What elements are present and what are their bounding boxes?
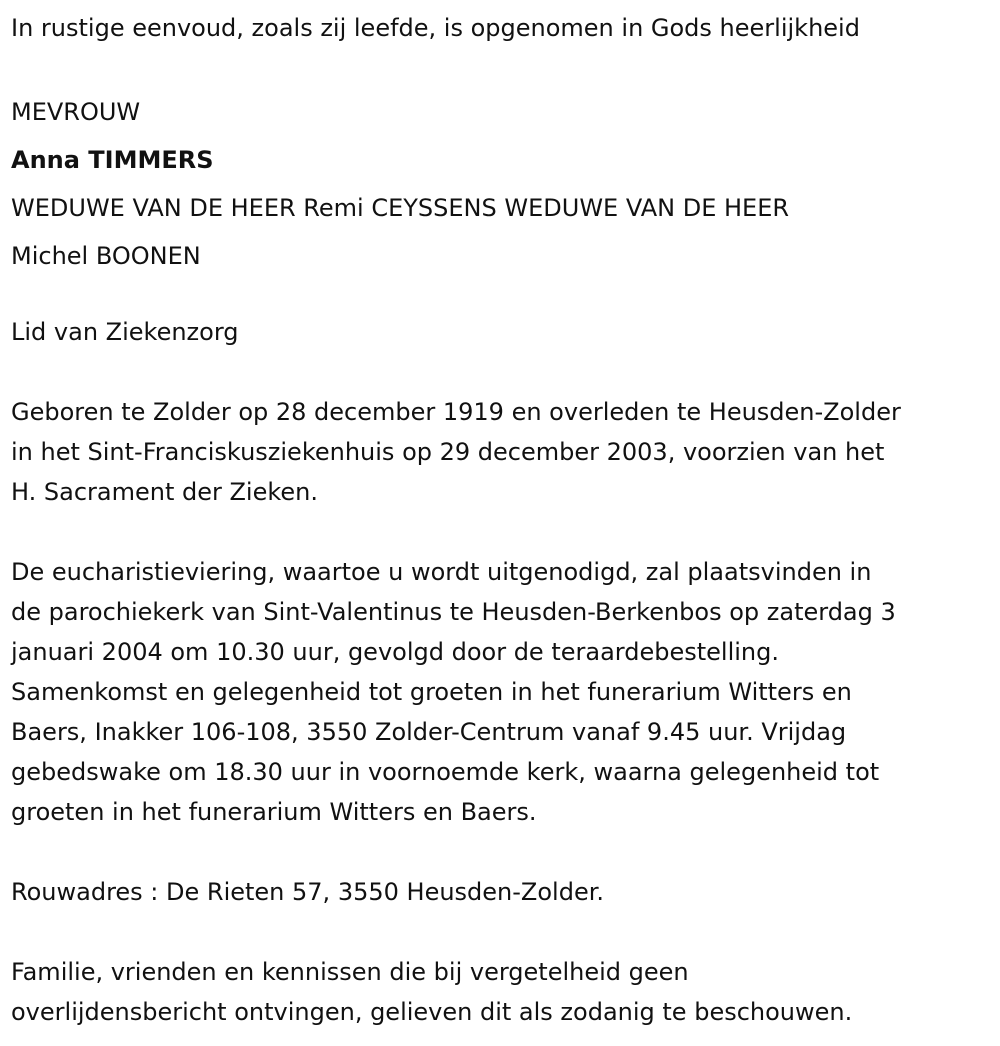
closing-paragraph bbox=[11, 952, 991, 1032]
spacer bbox=[11, 512, 991, 552]
paragraph-line: overlijdensbericht ontvingen, gelieven dit als zodanig te beschouwen. bbox=[11, 998, 853, 1026]
funeral-paragraph bbox=[11, 552, 991, 832]
paragraph-line: Geboren te Zolder op 28 december 1919 en overleden te Heusden-Zolder bbox=[11, 398, 901, 426]
spacer bbox=[11, 832, 991, 872]
paragraph-line: in het Sint-Franciskusziekenhuis op 29 december 2003, voorzien van het bbox=[11, 438, 885, 466]
title-text: MEVROUW bbox=[11, 98, 141, 126]
obituary-notice bbox=[11, 8, 991, 1032]
mourning-address: Rouwadres : De Rieten 57, 3550 Heusden-Zolder. bbox=[11, 878, 605, 906]
birth-death-paragraph bbox=[11, 392, 991, 512]
paragraph-line: H. Sacrament der Zieken. bbox=[11, 478, 319, 506]
paragraph-line: Samenkomst en gelegenheid tot groeten in het funerarium Witters en bbox=[11, 678, 852, 706]
paragraph-line: gebedswake om 18.30 uur in voornoemde kerk, waarna gelegenheid tot bbox=[11, 758, 880, 786]
intro-text: In rustige eenvoud, zoals zij leefde, is opgenomen in Gods heerlijkheid bbox=[11, 14, 860, 42]
widow-line-1: WEDUWE VAN DE HEER Remi CEYSSENS WEDUWE VAN DE HEER bbox=[11, 194, 790, 222]
paragraph-line: De eucharistieviering, waartoe u wordt uitgenodigd, zal plaatsvinden in bbox=[11, 558, 872, 586]
paragraph-line: Baers, Inakker 106-108, 3550 Zolder-Centrum vanaf 9.45 uur. Vrijdag bbox=[11, 718, 847, 746]
paragraph-line: groeten in het funerarium Witters en Baers. bbox=[11, 798, 537, 826]
spacer bbox=[11, 280, 991, 312]
widow-line-2: Michel BOONEN bbox=[11, 242, 201, 270]
paragraph-line: januari 2004 om 10.30 uur, gevolgd door de teraardebestelling. bbox=[11, 638, 779, 666]
spacer bbox=[11, 352, 991, 392]
deceased-name: Anna TIMMERS bbox=[11, 146, 214, 174]
paragraph-line: de parochiekerk van Sint-Valentinus te Heusden-Berkenbos op zaterdag 3 bbox=[11, 598, 896, 626]
paragraph-line: Familie, vrienden en kennissen die bij vergetelheid geen bbox=[11, 958, 689, 986]
membership-text: Lid van Ziekenzorg bbox=[11, 318, 239, 346]
spacer bbox=[11, 912, 991, 952]
spacer bbox=[11, 48, 991, 88]
deceased-block bbox=[11, 88, 991, 280]
